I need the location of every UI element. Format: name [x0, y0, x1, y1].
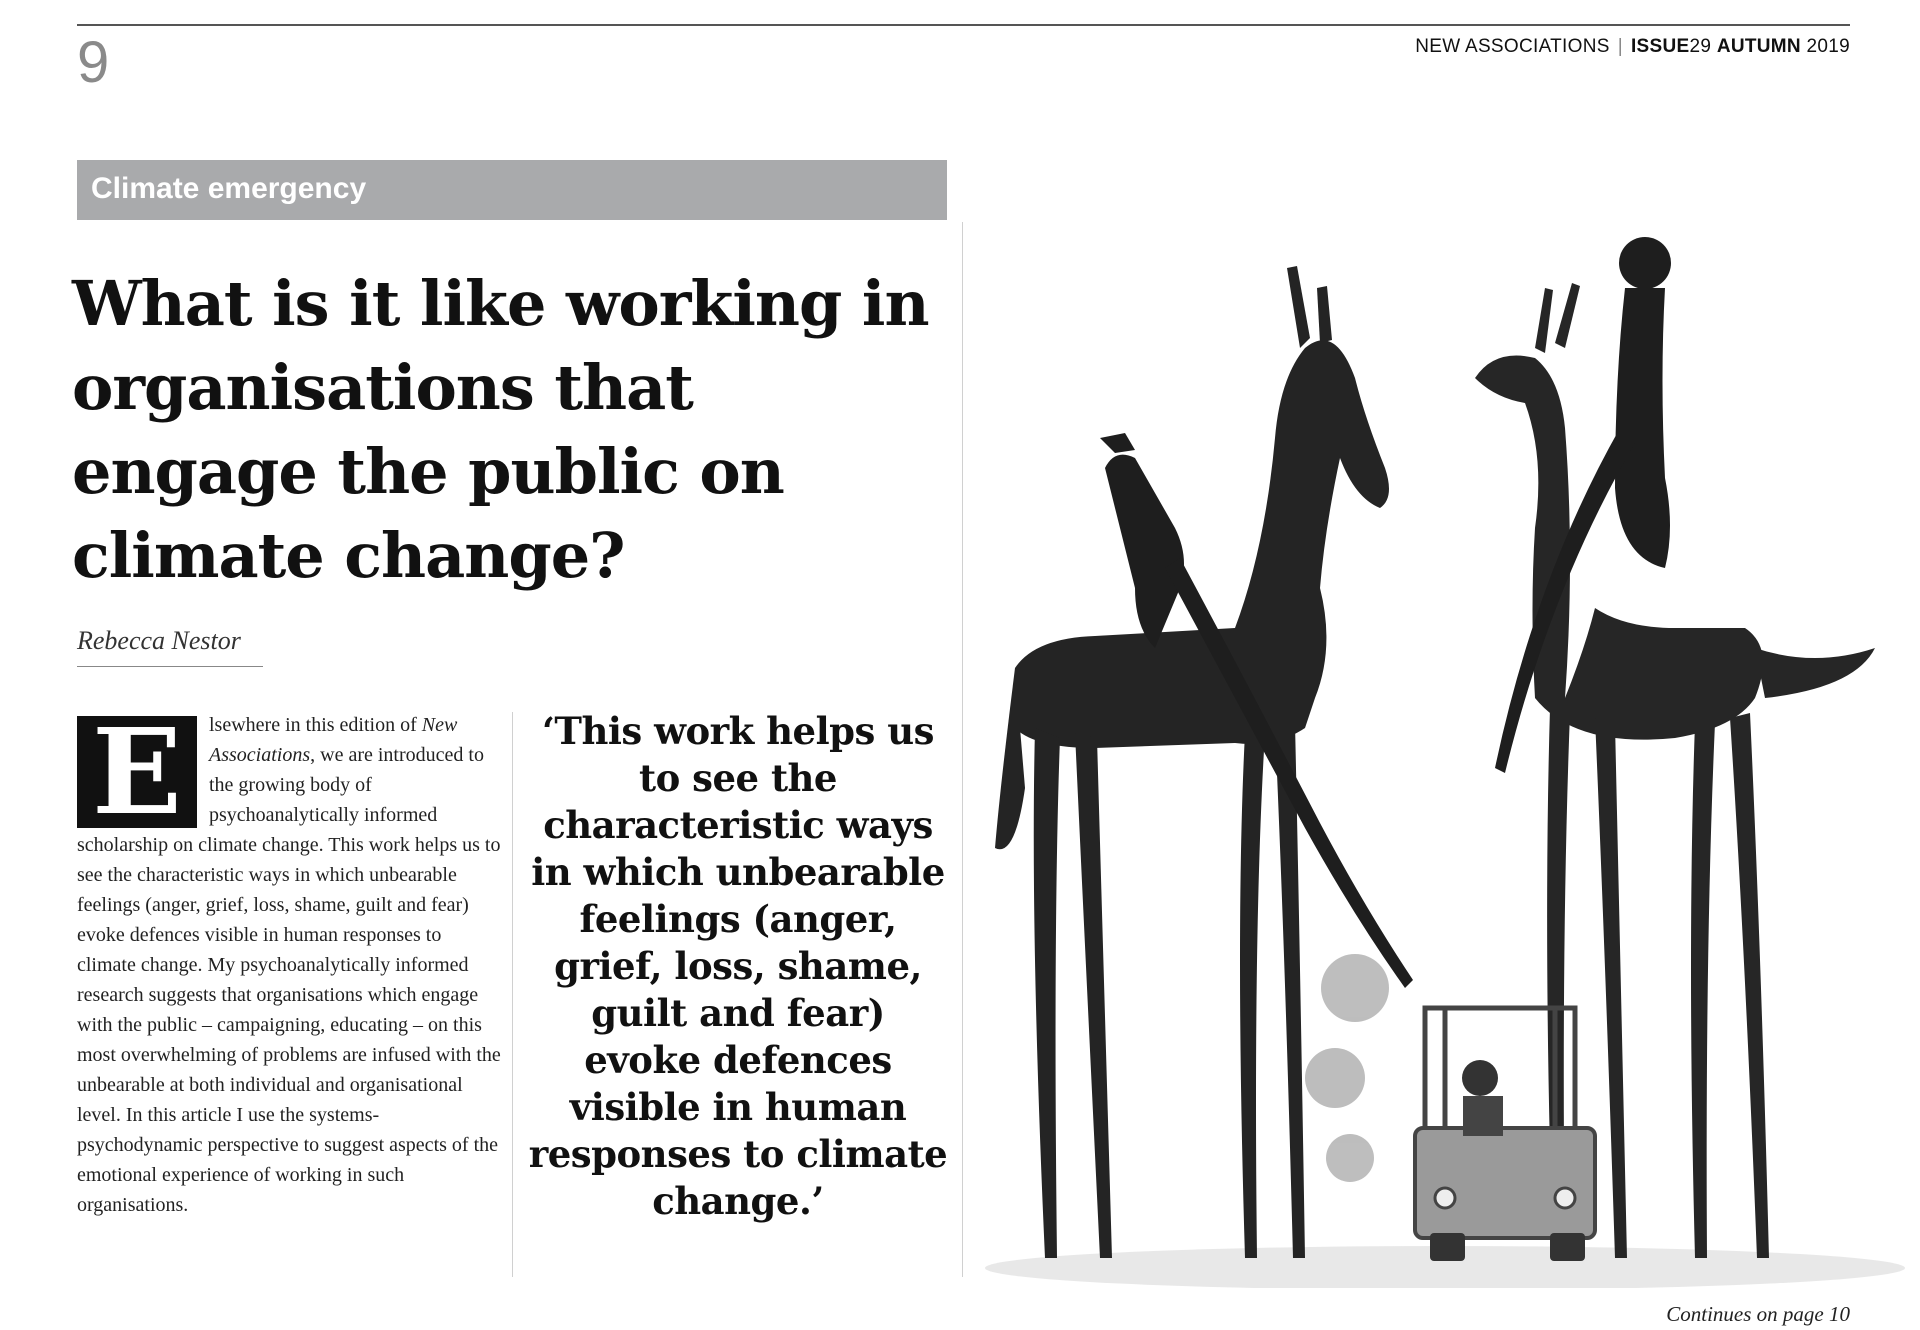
- masthead: [1415, 36, 1850, 58]
- issue-number: 29: [1689, 36, 1712, 57]
- pull-quote: ‘This work helps us to see the characteristic ways in which unbearable feelings (anger, grief, loss, shame, guilt and fear) evoke defences visible in human responses to climate change.’: [528, 709, 948, 1223]
- article-author: Rebecca Nestor: [77, 626, 263, 667]
- article-title: What is it like working in organisations that engage the public on climate change?: [72, 267, 929, 592]
- column-divider: [962, 222, 963, 1277]
- body-text-start: lsewhere in this edition of: [209, 714, 422, 736]
- year: 2019: [1806, 36, 1850, 57]
- masthead-separator: |: [1617, 36, 1623, 57]
- section-label: Climate emergency: [91, 172, 367, 205]
- section-banner: [77, 160, 947, 220]
- publication-reference: New Associations: [209, 714, 458, 766]
- column-divider-inner: [512, 712, 513, 1277]
- continues-note: Continues on page 10: [1666, 1302, 1850, 1326]
- season: AUTUMN: [1716, 36, 1801, 57]
- article-body: [77, 702, 501, 1220]
- illustration-riders-and-cart: [975, 228, 1920, 1288]
- top-rule: [77, 24, 1850, 26]
- issue-label: ISSUE: [1630, 36, 1690, 57]
- page-number: 9: [77, 30, 110, 95]
- publication-name: NEW ASSOCIATIONS: [1415, 36, 1610, 57]
- body-text-rest: , we are introduced to the growing body of psychoanalytically informed scholarship on climate change. This work helps us to see the characteristic ways in which unbearable feelings (anger, grief, loss, shame, guilt and fear) evoke defences visible in human responses to climate change. My psychoanalytically informed research suggests that organisations which engage with the public – campaigning, educating – on this most overwhelming of problems are infused with the unbearable at both individual and organisational level. In this article I use the systems-psychodynamic perspective to suggest aspects of the emotional experience of working in such organisations.: [77, 744, 501, 1216]
- drop-cap: E: [77, 716, 197, 828]
